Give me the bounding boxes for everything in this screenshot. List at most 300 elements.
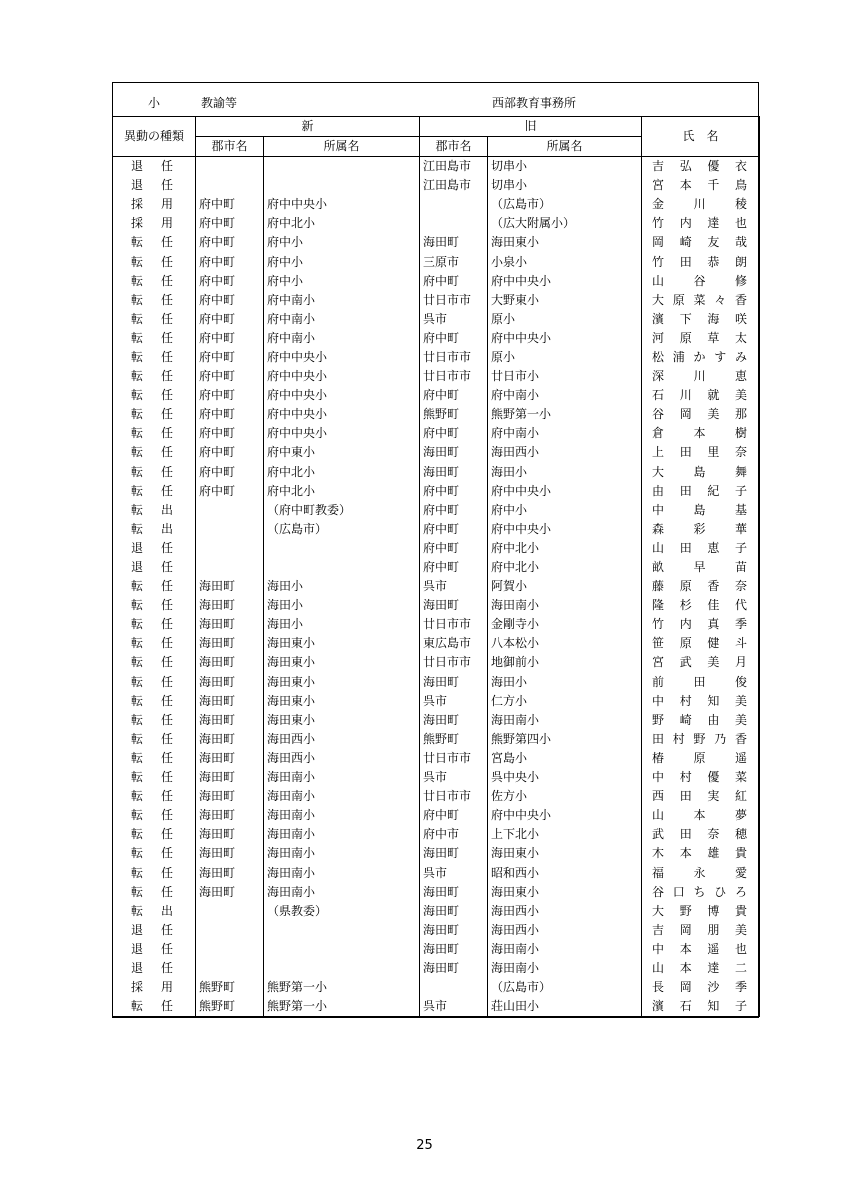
table-row — [113, 596, 760, 615]
old-city-cell: 海田町 — [420, 673, 488, 692]
old-school-cell: 府中北小 — [488, 539, 642, 558]
new-school-cell: 海田南小 — [264, 825, 420, 844]
table-row — [113, 615, 760, 634]
table-row — [113, 673, 760, 692]
new-school-cell: 府中小 — [264, 252, 420, 271]
old-school-cell: 原小 — [488, 310, 642, 329]
name-cell: 金 川 稜 — [642, 195, 760, 214]
old-city-cell: 府中町 — [420, 482, 488, 501]
name-cell: 山 本 夢 — [642, 806, 760, 825]
old-city-cell: 海田町 — [420, 711, 488, 730]
kind-cell: 転 任 — [113, 883, 196, 902]
new-school-cell: 府中東小 — [264, 443, 420, 462]
kind-cell: 転 任 — [113, 844, 196, 863]
old-school-cell: 海田南小 — [488, 940, 642, 959]
new-school-cell — [264, 157, 420, 177]
name-cell: 前 田 俊 — [642, 673, 760, 692]
old-city-cell: 府中町 — [420, 558, 488, 577]
name-cell: 福 永 愛 — [642, 863, 760, 882]
new-school-cell: 府中北小 — [264, 463, 420, 482]
name-cell: 竹 内 達 也 — [642, 214, 760, 233]
new-city-cell: 府中町 — [196, 310, 264, 329]
new-city-cell: 海田町 — [196, 768, 264, 787]
old-school-cell: 海田西小 — [488, 921, 642, 940]
kind-cell: 採 用 — [113, 978, 196, 997]
old-city-cell: 海田町 — [420, 463, 488, 482]
position-label: 教諭等 — [201, 96, 238, 110]
new-city-cell: 海田町 — [196, 749, 264, 768]
kind-cell: 転 任 — [113, 730, 196, 749]
old-school-cell: 府中小 — [488, 501, 642, 520]
name-cell: 武 田 奈 穂 — [642, 825, 760, 844]
new-school-cell: 熊野第一小 — [264, 978, 420, 997]
kind-cell: 転 任 — [113, 806, 196, 825]
new-city-cell — [196, 959, 264, 978]
old-school-cell: 荘山田小 — [488, 997, 642, 1017]
name-cell: 隆 杉 佳 代 — [642, 596, 760, 615]
new-school-cell: 海田南小 — [264, 863, 420, 882]
table-row — [113, 329, 760, 348]
new-city-cell: 海田町 — [196, 730, 264, 749]
kind-cell: 採 用 — [113, 214, 196, 233]
new-city-cell: 海田町 — [196, 615, 264, 634]
new-school-cell: 海田南小 — [264, 768, 420, 787]
old-school-cell: 府中中央小 — [488, 329, 642, 348]
new-city-cell: 熊野町 — [196, 997, 264, 1017]
new-city-cell — [196, 558, 264, 577]
new-school-cell: 府中小 — [264, 233, 420, 252]
table-row — [113, 233, 760, 252]
old-school-cell: 八本松小 — [488, 634, 642, 653]
kind-cell: 転 任 — [113, 310, 196, 329]
kind-cell: 転 任 — [113, 463, 196, 482]
kind-cell: 転 任 — [113, 825, 196, 844]
new-school-cell: 府中中央小 — [264, 348, 420, 367]
table-row — [113, 863, 760, 882]
new-city-cell: 海田町 — [196, 825, 264, 844]
old-school-cell: 切串小 — [488, 176, 642, 195]
name-cell: 中 本 遥 也 — [642, 940, 760, 959]
table-row — [113, 424, 760, 443]
table-row — [113, 959, 760, 978]
new-school-cell: 海田西小 — [264, 749, 420, 768]
table-row — [113, 482, 760, 501]
kind-cell: 転 任 — [113, 482, 196, 501]
old-school-cell: 呉中央小 — [488, 768, 642, 787]
new-city-cell: 海田町 — [196, 883, 264, 902]
page-number: 25 — [416, 1138, 433, 1153]
table-row — [113, 405, 760, 424]
new-city-cell: 府中町 — [196, 424, 264, 443]
old-city-cell: 海田町 — [420, 959, 488, 978]
new-school-cell: 海田小 — [264, 596, 420, 615]
new-city-cell — [196, 539, 264, 558]
name-cell: 河 原 草 太 — [642, 329, 760, 348]
new-city-cell: 海田町 — [196, 711, 264, 730]
old-city-cell — [420, 978, 488, 997]
new-city-cell: 府中町 — [196, 329, 264, 348]
table-row — [113, 883, 760, 902]
old-city-cell: 府中町 — [420, 501, 488, 520]
table-row — [113, 214, 760, 233]
name-cell: 木 本 雄 貴 — [642, 844, 760, 863]
old-city-cell: 廿日市市 — [420, 291, 488, 310]
name-cell: 松 浦 か す み — [642, 348, 760, 367]
old-city-cell: 海田町 — [420, 443, 488, 462]
old-school-cell: 原小 — [488, 348, 642, 367]
new-city-cell: 府中町 — [196, 348, 264, 367]
name-cell: 深 川 恵 — [642, 367, 760, 386]
old-city-cell: 海田町 — [420, 596, 488, 615]
old-city-cell: 呉市 — [420, 577, 488, 596]
kind-cell: 転 出 — [113, 520, 196, 539]
name-cell: 椿 原 遥 — [642, 749, 760, 768]
name-cell: 畝 早 苗 — [642, 558, 760, 577]
old-school-cell: 府中南小 — [488, 386, 642, 405]
old-city-cell: 府中町 — [420, 520, 488, 539]
new-school-cell: 府中中央小 — [264, 405, 420, 424]
name-cell: 倉 本 樹 — [642, 424, 760, 443]
old-city-cell: 廿日市市 — [420, 367, 488, 386]
new-school-cell: 府中中央小 — [264, 386, 420, 405]
table-row — [113, 825, 760, 844]
new-city-cell: 海田町 — [196, 596, 264, 615]
name-header: 氏 名 — [642, 117, 760, 157]
new-city-cell — [196, 940, 264, 959]
table-row — [113, 539, 760, 558]
new-city-header: 郡市名 — [196, 137, 264, 157]
old-school-cell: 海田西小 — [488, 902, 642, 921]
table-row — [113, 157, 760, 177]
table-row — [113, 176, 760, 195]
kind-cell: 転 任 — [113, 329, 196, 348]
old-school-cell: 海田東小 — [488, 844, 642, 863]
old-city-cell: 府中町 — [420, 539, 488, 558]
new-city-cell — [196, 157, 264, 177]
table-row — [113, 367, 760, 386]
old-city-cell: 江田島市 — [420, 157, 488, 177]
old-school-cell: 府中北小 — [488, 558, 642, 577]
name-cell: 吉 岡 朋 美 — [642, 921, 760, 940]
name-cell: 中 村 知 美 — [642, 692, 760, 711]
kind-cell: 転 任 — [113, 634, 196, 653]
old-school-cell: 海田南小 — [488, 596, 642, 615]
old-city-cell: 府中市 — [420, 825, 488, 844]
old-city-cell: 呉市 — [420, 768, 488, 787]
table-row — [113, 463, 760, 482]
office-label: 西部教育事務所 — [492, 96, 577, 110]
old-city-cell: 呉市 — [420, 863, 488, 882]
table-row — [113, 768, 760, 787]
new-school-cell: 府中小 — [264, 272, 420, 291]
old-city-cell: 廿日市市 — [420, 749, 488, 768]
old-city-cell: 江田島市 — [420, 176, 488, 195]
kind-cell: 退 任 — [113, 940, 196, 959]
kind-cell: 転 任 — [113, 252, 196, 271]
new-school-cell: 海田小 — [264, 577, 420, 596]
old-city-cell: 府中町 — [420, 424, 488, 443]
name-cell: 山 本 達 二 — [642, 959, 760, 978]
name-cell: 大 島 舞 — [642, 463, 760, 482]
name-cell: 野 崎 由 美 — [642, 711, 760, 730]
old-school-cell: 海田東小 — [488, 883, 642, 902]
new-school-cell: 海田東小 — [264, 673, 420, 692]
kind-cell: 転 任 — [113, 997, 196, 1017]
table-row — [113, 997, 760, 1017]
new-city-cell: 府中町 — [196, 272, 264, 291]
new-city-cell: 府中町 — [196, 443, 264, 462]
kind-cell: 転 任 — [113, 673, 196, 692]
old-school-cell: （広島市） — [488, 978, 642, 997]
kind-cell: 退 任 — [113, 176, 196, 195]
new-school-cell: 府中中央小 — [264, 424, 420, 443]
old-city-cell: 府中町 — [420, 272, 488, 291]
old-school-cell: 上下北小 — [488, 825, 642, 844]
old-city-cell — [420, 214, 488, 233]
old-school-cell: 海田南小 — [488, 959, 642, 978]
table-row — [113, 978, 760, 997]
old-school-cell: 宮島小 — [488, 749, 642, 768]
name-cell: 岡 崎 友 哉 — [642, 233, 760, 252]
old-city-cell: 府中町 — [420, 329, 488, 348]
name-cell: 長 岡 沙 季 — [642, 978, 760, 997]
name-cell: 大 原 菜 々 香 — [642, 291, 760, 310]
new-school-cell: （府中町教委） — [264, 501, 420, 520]
kind-cell: 転 任 — [113, 272, 196, 291]
kind-cell: 退 任 — [113, 921, 196, 940]
old-school-cell: 海田小 — [488, 463, 642, 482]
name-cell: 宮 本 千 鳥 — [642, 176, 760, 195]
new-city-cell: 海田町 — [196, 806, 264, 825]
old-school-cell: 海田東小 — [488, 233, 642, 252]
new-city-cell — [196, 501, 264, 520]
old-city-cell: 海田町 — [420, 233, 488, 252]
new-school-cell: 海田南小 — [264, 883, 420, 902]
kind-cell: 転 任 — [113, 233, 196, 252]
new-school-cell: 海田東小 — [264, 711, 420, 730]
kind-cell: 転 任 — [113, 863, 196, 882]
table-body — [113, 157, 760, 1017]
new-school-cell: 海田東小 — [264, 634, 420, 653]
old-school-cell: （広島市） — [488, 195, 642, 214]
kind-cell: 転 任 — [113, 768, 196, 787]
name-cell: 田 村 野 乃 香 — [642, 730, 760, 749]
name-cell: 濱 石 知 子 — [642, 997, 760, 1017]
old-school-cell: 阿賀小 — [488, 577, 642, 596]
kind-cell: 転 任 — [113, 443, 196, 462]
new-school-cell: 府中南小 — [264, 310, 420, 329]
kind-cell: 退 任 — [113, 959, 196, 978]
old-city-cell: 呉市 — [420, 310, 488, 329]
name-cell: 竹 内 真 季 — [642, 615, 760, 634]
old-city-cell: 府中町 — [420, 386, 488, 405]
new-city-cell: 海田町 — [196, 577, 264, 596]
kind-cell: 転 出 — [113, 501, 196, 520]
new-school-cell — [264, 558, 420, 577]
table-row — [113, 272, 760, 291]
table-row — [113, 902, 760, 921]
name-cell: 山 田 恵 子 — [642, 539, 760, 558]
table-row — [113, 443, 760, 462]
new-school-cell: 府中南小 — [264, 329, 420, 348]
kind-cell: 転 任 — [113, 367, 196, 386]
new-school-cell: 海田東小 — [264, 692, 420, 711]
new-city-cell — [196, 902, 264, 921]
table-row — [113, 940, 760, 959]
new-school-cell: 熊野第一小 — [264, 997, 420, 1017]
old-school-cell: 海田小 — [488, 673, 642, 692]
kind-cell: 転 任 — [113, 711, 196, 730]
old-school-header: 所属名 — [488, 137, 642, 157]
name-cell: 宮 武 美 月 — [642, 653, 760, 672]
old-city-cell: 呉市 — [420, 997, 488, 1017]
name-cell: 笹 原 健 斗 — [642, 634, 760, 653]
kind-cell: 転 任 — [113, 405, 196, 424]
new-city-cell: 熊野町 — [196, 978, 264, 997]
new-school-header: 所属名 — [264, 137, 420, 157]
kind-cell: 転 任 — [113, 692, 196, 711]
old-city-cell: 熊野町 — [420, 405, 488, 424]
old-school-cell: （広大附属小） — [488, 214, 642, 233]
old-city-cell: 熊野町 — [420, 730, 488, 749]
kind-cell: 退 任 — [113, 539, 196, 558]
kind-cell: 退 任 — [113, 157, 196, 177]
new-city-cell — [196, 921, 264, 940]
new-city-cell: 海田町 — [196, 844, 264, 863]
name-cell: 由 田 紀 子 — [642, 482, 760, 501]
kind-cell: 転 任 — [113, 424, 196, 443]
old-school-cell: 府中中央小 — [488, 272, 642, 291]
kind-cell: 転 任 — [113, 291, 196, 310]
new-city-cell: 府中町 — [196, 386, 264, 405]
kind-cell: 転 任 — [113, 348, 196, 367]
table-row — [113, 730, 760, 749]
new-city-cell: 府中町 — [196, 214, 264, 233]
table-row — [113, 806, 760, 825]
new-school-cell: 海田南小 — [264, 806, 420, 825]
new-city-cell: 海田町 — [196, 673, 264, 692]
new-school-cell: 府中中央小 — [264, 195, 420, 214]
table-row — [113, 921, 760, 940]
table-row — [113, 844, 760, 863]
new-city-cell: 府中町 — [196, 195, 264, 214]
name-cell: 森 彩 華 — [642, 520, 760, 539]
new-school-cell — [264, 176, 420, 195]
old-school-cell: 廿日市小 — [488, 367, 642, 386]
old-city-cell: 海田町 — [420, 940, 488, 959]
name-cell: 谷 岡 美 那 — [642, 405, 760, 424]
kind-cell: 転 任 — [113, 577, 196, 596]
new-school-cell: 海田南小 — [264, 844, 420, 863]
table-row — [113, 252, 760, 271]
old-school-cell: 大野東小 — [488, 291, 642, 310]
kind-cell: 転 出 — [113, 902, 196, 921]
table-row — [113, 501, 760, 520]
new-group-header: 新 — [196, 117, 420, 137]
old-city-cell: 東広島市 — [420, 634, 488, 653]
new-school-cell: 海田小 — [264, 615, 420, 634]
new-school-cell: 府中南小 — [264, 291, 420, 310]
kind-cell: 転 任 — [113, 386, 196, 405]
new-school-cell: 府中北小 — [264, 482, 420, 501]
new-school-cell — [264, 959, 420, 978]
name-cell: 竹 田 恭 朗 — [642, 252, 760, 271]
old-school-cell: 府中中央小 — [488, 806, 642, 825]
personnel-table — [112, 116, 760, 1017]
kind-cell: 採 用 — [113, 195, 196, 214]
table-row — [113, 386, 760, 405]
old-school-cell: 熊野第一小 — [488, 405, 642, 424]
old-city-cell: 府中町 — [420, 806, 488, 825]
table-row — [113, 291, 760, 310]
new-school-cell: （広島市） — [264, 520, 420, 539]
new-city-cell: 海田町 — [196, 653, 264, 672]
old-group-header: 旧 — [420, 117, 642, 137]
old-school-cell: 海田南小 — [488, 711, 642, 730]
kind-header: 異動の種類 — [113, 117, 196, 157]
new-city-cell — [196, 520, 264, 539]
new-city-cell — [196, 176, 264, 195]
table-row — [113, 520, 760, 539]
name-cell: 濱 下 海 咲 — [642, 310, 760, 329]
name-cell: 吉 弘 優 衣 — [642, 157, 760, 177]
old-school-cell: 府中中央小 — [488, 482, 642, 501]
new-city-cell: 府中町 — [196, 233, 264, 252]
name-cell: 山 谷 修 — [642, 272, 760, 291]
table-row — [113, 310, 760, 329]
old-city-cell: 三原市 — [420, 252, 488, 271]
new-school-cell: 海田南小 — [264, 787, 420, 806]
kind-cell: 転 任 — [113, 653, 196, 672]
name-cell: 谷 口 ち ひ ろ — [642, 883, 760, 902]
old-school-cell: 小泉小 — [488, 252, 642, 271]
new-city-cell: 府中町 — [196, 405, 264, 424]
name-cell: 大 野 博 貴 — [642, 902, 760, 921]
new-city-cell: 海田町 — [196, 634, 264, 653]
old-school-cell: 佐方小 — [488, 787, 642, 806]
table-row — [113, 692, 760, 711]
old-city-cell: 海田町 — [420, 883, 488, 902]
old-city-cell: 廿日市市 — [420, 615, 488, 634]
old-city-cell: 廿日市市 — [420, 348, 488, 367]
new-school-cell: 府中中央小 — [264, 367, 420, 386]
old-city-cell: 呉市 — [420, 692, 488, 711]
new-school-cell: （県教委） — [264, 902, 420, 921]
old-school-cell: 地御前小 — [488, 653, 642, 672]
kind-cell: 転 任 — [113, 615, 196, 634]
new-school-cell — [264, 539, 420, 558]
name-cell: 上 田 里 奈 — [642, 443, 760, 462]
new-city-cell: 海田町 — [196, 692, 264, 711]
new-school-cell: 海田西小 — [264, 730, 420, 749]
old-school-cell: 金剛寺小 — [488, 615, 642, 634]
new-city-cell: 海田町 — [196, 787, 264, 806]
old-school-cell: 府中中央小 — [488, 520, 642, 539]
new-school-cell: 海田東小 — [264, 653, 420, 672]
name-cell: 西 田 実 紅 — [642, 787, 760, 806]
old-school-cell: 昭和西小 — [488, 863, 642, 882]
kind-cell: 転 任 — [113, 596, 196, 615]
table-row — [113, 634, 760, 653]
new-city-cell: 海田町 — [196, 863, 264, 882]
old-city-cell: 海田町 — [420, 902, 488, 921]
old-school-cell: 仁方小 — [488, 692, 642, 711]
table-row — [113, 348, 760, 367]
kind-cell: 転 任 — [113, 787, 196, 806]
table-row — [113, 711, 760, 730]
old-city-cell: 海田町 — [420, 921, 488, 940]
table-row — [113, 577, 760, 596]
